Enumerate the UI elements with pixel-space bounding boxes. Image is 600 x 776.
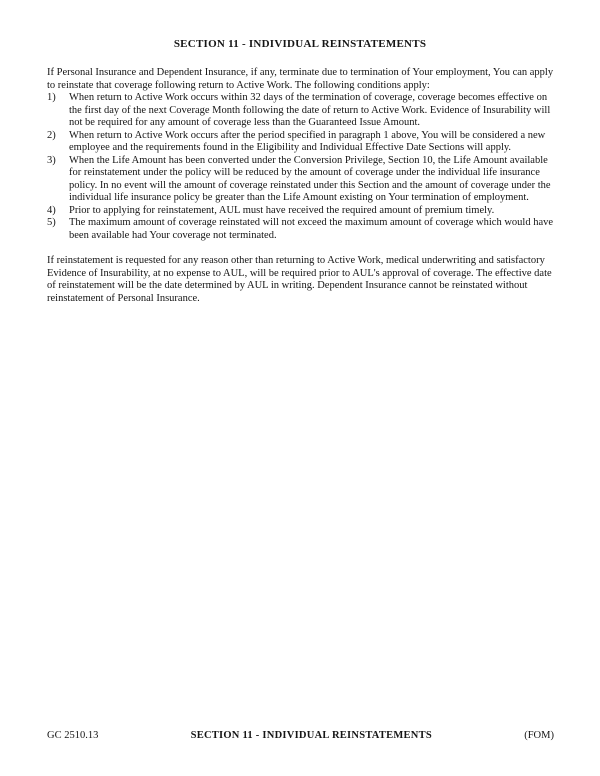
- list-item-number: 5): [47, 217, 56, 228]
- section-title: SECTION 11 - INDIVIDUAL REINSTATEMENTS: [173, 38, 427, 50]
- list-item: [47, 155, 554, 205]
- list-item-text: When return to Active Work occurs within 32 days of the termination of coverage, coverage becomes effective on the first day of the next Coverage Month following the date of return to Active Work. Evidence of Insurability will not be required for any amount of coverage less than the Guaranteed Issue Amount.: [69, 92, 551, 128]
- list-item-number: 2): [47, 129, 56, 141]
- list-item-number: 3): [47, 154, 56, 166]
- list-item-text: Prior to applying for reinstatement, AUL must have received the required amount of premium timely.: [69, 204, 495, 216]
- list-item-number: 1): [47, 92, 56, 103]
- list-item: [47, 217, 554, 242]
- closing-paragraph: If reinstatement is requested for any reason other than returning to Active Work, medical underwriting and satisfactory Evidence of Insurability, at no expense to AUL, will be required prior to AUL's approval of coverage. The effective date of reinstatement will be the date determined by AUL in writing. Dependent Insurance cannot be reinstated without reinstatement of Personal Insurance.: [47, 255, 552, 304]
- list-item-text: When return to Active Work occurs after the period specified in paragraph 1 above, You will be considered a new employee and the requirements found in the Eligibility and Individual Effective Date Sections will apply.: [69, 129, 546, 153]
- footer-code: (FOM): [524, 730, 554, 741]
- list-item: [47, 205, 554, 218]
- list-item: [47, 130, 554, 155]
- list-item: [47, 92, 554, 130]
- intro-paragraph: If Personal Insurance and Dependent Insurance, if any, terminate due to termination of Your employment, You can apply to reinstate that coverage following return to Active Work. The following conditions apply:: [47, 67, 554, 91]
- footer-section-title: SECTION 11 - INDIVIDUAL REINSTATEMENTS: [190, 730, 432, 741]
- footer-form-number: GC 2510.13: [47, 730, 99, 741]
- list-item-text: The maximum amount of coverage reinstated will not exceed the maximum amount of coverage which would have been available had Your coverage not terminated.: [69, 217, 554, 241]
- list-item-text: When the Life Amount has been converted under the Conversion Privilege, Section 10, the Life Amount available for reinstatement under the policy will be reduced by the amount of coverage under the individual life insurance policy. In no event will the amount of coverage reinstated under this Section and the amount of coverage under the individual life insurance policy be greater than the Life Amount existing on Your termination of employment.: [69, 154, 551, 203]
- document-body: [0, 50, 600, 305]
- page-footer: [47, 730, 554, 743]
- list-item-number: 4): [47, 204, 56, 216]
- conditions-list: [47, 92, 554, 242]
